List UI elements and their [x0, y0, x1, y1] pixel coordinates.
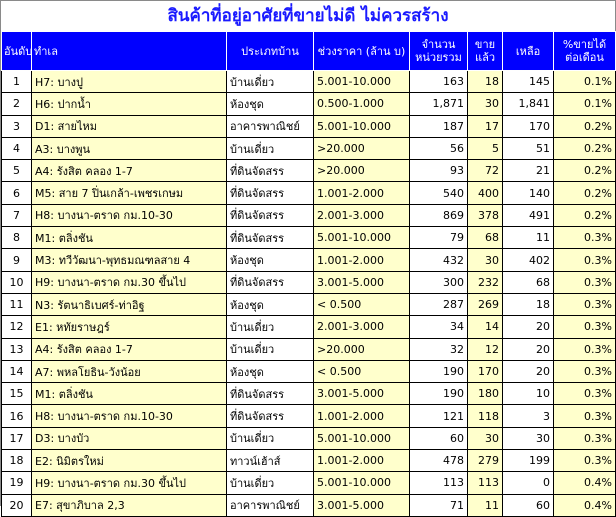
cell-sold[interactable]: 18: [468, 71, 503, 93]
cell-price[interactable]: >20.000: [314, 137, 410, 159]
table-row: [2, 71, 616, 93]
cell-location[interactable]: H7: บางปู: [32, 71, 227, 93]
cell-type[interactable]: บ้านเดี่ยว: [227, 137, 314, 159]
cell-total[interactable]: 300: [410, 271, 468, 293]
header-total-line2: หน่วยรวม: [415, 51, 462, 64]
table-row: [2, 338, 616, 360]
cell-rate[interactable]: 0.3%: [554, 383, 616, 405]
cell-remaining[interactable]: 18: [503, 293, 554, 315]
table-row: [2, 182, 616, 204]
cell-rate[interactable]: 0.3%: [554, 271, 616, 293]
cell-type[interactable]: ที่ดินจัดสรร: [227, 405, 314, 427]
cell-total[interactable]: 93: [410, 160, 468, 182]
table-row: [2, 405, 616, 427]
cell-price[interactable]: 3.001-5.000: [314, 271, 410, 293]
cell-rate[interactable]: 0.2%: [554, 182, 616, 204]
cell-sold[interactable]: 14: [468, 316, 503, 338]
cell-total[interactable]: 1,871: [410, 93, 468, 115]
cell-rank[interactable]: 1: [2, 71, 32, 93]
cell-remaining[interactable]: 1,841: [503, 93, 554, 115]
table-row: [2, 494, 616, 516]
table-body: [2, 71, 616, 517]
cell-sold[interactable]: 400: [468, 182, 503, 204]
cell-type[interactable]: ห้องชุด: [227, 360, 314, 382]
header-rate: [554, 32, 616, 71]
cell-rate[interactable]: 0.2%: [554, 137, 616, 159]
header-rate-line1: %ขายได้: [562, 38, 607, 51]
cell-rate[interactable]: 0.3%: [554, 360, 616, 382]
cell-rank[interactable]: 10: [2, 271, 32, 293]
cell-location[interactable]: H9: บางนา-ตราด กม.30 ขึ้นไป: [32, 271, 227, 293]
cell-type[interactable]: ที่ดินจัดสรร: [227, 182, 314, 204]
cell-rate[interactable]: 0.2%: [554, 115, 616, 137]
cell-total[interactable]: 113: [410, 472, 468, 494]
cell-total[interactable]: 190: [410, 383, 468, 405]
cell-total[interactable]: 287: [410, 293, 468, 315]
cell-remaining[interactable]: 170: [503, 115, 554, 137]
cell-type[interactable]: บ้านเดี่ยว: [227, 71, 314, 93]
cell-total[interactable]: 79: [410, 227, 468, 249]
header-location: ทำเล: [32, 32, 227, 71]
cell-type[interactable]: บ้านเดี่ยว: [227, 338, 314, 360]
cell-type[interactable]: อาคารพาณิชย์: [227, 494, 314, 516]
cell-type[interactable]: บ้านเดี่ยว: [227, 472, 314, 494]
cell-remaining[interactable]: 30: [503, 427, 554, 449]
header-sold-line2: แล้ว: [474, 51, 495, 64]
table-row: [2, 115, 616, 137]
cell-price[interactable]: 0.500-1.000: [314, 93, 410, 115]
cell-price[interactable]: >20.000: [314, 338, 410, 360]
cell-remaining[interactable]: 11: [503, 227, 554, 249]
housing-table: [1, 31, 616, 517]
cell-sold[interactable]: 12: [468, 338, 503, 360]
cell-remaining[interactable]: 140: [503, 182, 554, 204]
cell-total[interactable]: 869: [410, 204, 468, 226]
cell-type[interactable]: ห้องชุด: [227, 249, 314, 271]
cell-total[interactable]: 34: [410, 316, 468, 338]
cell-type[interactable]: ที่ดินจัดสรร: [227, 227, 314, 249]
cell-price[interactable]: 1.001-2.000: [314, 450, 410, 472]
cell-rank[interactable]: 6: [2, 182, 32, 204]
cell-sold[interactable]: 232: [468, 271, 503, 293]
cell-rank[interactable]: 20: [2, 494, 32, 516]
table-row: [2, 93, 616, 115]
table-row: [2, 249, 616, 271]
cell-total[interactable]: 432: [410, 249, 468, 271]
cell-price[interactable]: 1.001-2.000: [314, 405, 410, 427]
cell-rank[interactable]: 4: [2, 137, 32, 159]
cell-rate[interactable]: 0.3%: [554, 450, 616, 472]
cell-rank[interactable]: 18: [2, 450, 32, 472]
cell-sold[interactable]: 30: [468, 427, 503, 449]
cell-total[interactable]: 163: [410, 71, 468, 93]
cell-rank[interactable]: 14: [2, 360, 32, 382]
cell-rate[interactable]: 0.3%: [554, 427, 616, 449]
page-title: สินค้าที่อยู่อาศัยที่ขายไม่ดี ไม่ควรสร้าง: [167, 6, 449, 26]
table-row: [2, 271, 616, 293]
header-remaining: เหลือ: [503, 32, 554, 71]
cell-rank[interactable]: 17: [2, 427, 32, 449]
cell-location[interactable]: E2: นิมิตรใหม่: [32, 450, 227, 472]
table-row: [2, 227, 616, 249]
cell-rank[interactable]: 11: [2, 293, 32, 315]
cell-type[interactable]: บ้านเดี่ยว: [227, 427, 314, 449]
cell-remaining[interactable]: 199: [503, 450, 554, 472]
cell-type[interactable]: ทาวน์เฮ้าส์: [227, 450, 314, 472]
cell-remaining[interactable]: 20: [503, 360, 554, 382]
cell-price[interactable]: 3.001-5.000: [314, 383, 410, 405]
cell-total[interactable]: 187: [410, 115, 468, 137]
cell-location[interactable]: H6: ปากน้ำ: [32, 93, 227, 115]
cell-remaining[interactable]: 20: [503, 316, 554, 338]
cell-rate[interactable]: 0.4%: [554, 494, 616, 516]
cell-rate[interactable]: 0.3%: [554, 249, 616, 271]
cell-price[interactable]: 5.001-10.000: [314, 427, 410, 449]
cell-remaining[interactable]: 21: [503, 160, 554, 182]
cell-sold[interactable]: 118: [468, 405, 503, 427]
cell-rank[interactable]: 2: [2, 93, 32, 115]
cell-remaining[interactable]: 20: [503, 338, 554, 360]
cell-sold[interactable]: 113: [468, 472, 503, 494]
cell-sold[interactable]: 5: [468, 137, 503, 159]
cell-type[interactable]: ที่ดินจัดสรร: [227, 383, 314, 405]
cell-remaining[interactable]: 3: [503, 405, 554, 427]
cell-sold[interactable]: 30: [468, 249, 503, 271]
cell-remaining[interactable]: 10: [503, 383, 554, 405]
cell-rate[interactable]: 0.2%: [554, 160, 616, 182]
cell-rate[interactable]: 0.3%: [554, 316, 616, 338]
table-row: [2, 204, 616, 226]
cell-price[interactable]: 2.001-3.000: [314, 204, 410, 226]
header-row: [2, 32, 616, 71]
cell-sold[interactable]: 17: [468, 115, 503, 137]
cell-price[interactable]: 1.001-2.000: [314, 249, 410, 271]
cell-rate[interactable]: 0.3%: [554, 293, 616, 315]
cell-rate[interactable]: 0.4%: [554, 472, 616, 494]
cell-total[interactable]: 71: [410, 494, 468, 516]
cell-total[interactable]: 56: [410, 137, 468, 159]
cell-rate[interactable]: 0.3%: [554, 338, 616, 360]
header-total-line1: จำนวน: [421, 38, 456, 51]
cell-price[interactable]: 5.001-10.000: [314, 472, 410, 494]
table-row: [2, 360, 616, 382]
cell-location[interactable]: A3: บางพูน: [32, 137, 227, 159]
cell-rate[interactable]: 0.2%: [554, 204, 616, 226]
cell-type[interactable]: ห้องชุด: [227, 93, 314, 115]
cell-rate[interactable]: 0.1%: [554, 71, 616, 93]
cell-location[interactable]: H9: บางนา-ตราด กม.30 ขึ้นไป: [32, 472, 227, 494]
cell-location[interactable]: M1: ตลิ่งชัน: [32, 227, 227, 249]
cell-rank[interactable]: 13: [2, 338, 32, 360]
cell-location[interactable]: N3: รัตนาธิเบศร์-ท่าอิฐ: [32, 293, 227, 315]
cell-remaining[interactable]: 68: [503, 271, 554, 293]
cell-rank[interactable]: 16: [2, 405, 32, 427]
cell-location[interactable]: D3: บางบัว: [32, 427, 227, 449]
cell-price[interactable]: 5.001-10.000: [314, 71, 410, 93]
cell-type[interactable]: ห้องชุด: [227, 293, 314, 315]
cell-remaining[interactable]: 0: [503, 472, 554, 494]
cell-price[interactable]: 5.001-10.000: [314, 227, 410, 249]
cell-rank[interactable]: 15: [2, 383, 32, 405]
cell-sold[interactable]: 378: [468, 204, 503, 226]
cell-rank[interactable]: 7: [2, 204, 32, 226]
cell-price[interactable]: 5.001-10.000: [314, 115, 410, 137]
cell-rank[interactable]: 8: [2, 227, 32, 249]
cell-remaining[interactable]: 491: [503, 204, 554, 226]
cell-location[interactable]: M5: สาย 7 ปิ่นเกล้า-เพชรเกษม: [32, 182, 227, 204]
cell-sold[interactable]: 170: [468, 360, 503, 382]
header-rate-line2: ต่อเดือน: [565, 51, 604, 64]
cell-remaining[interactable]: 60: [503, 494, 554, 516]
cell-rank[interactable]: 5: [2, 160, 32, 182]
cell-rate[interactable]: 0.1%: [554, 93, 616, 115]
table-row: [2, 472, 616, 494]
cell-remaining[interactable]: 51: [503, 137, 554, 159]
cell-location[interactable]: E7: สุขาภิบาล 2,3: [32, 494, 227, 516]
cell-location[interactable]: M3: ทวีวัฒนา-พุทธมณฑลสาย 4: [32, 249, 227, 271]
cell-location[interactable]: H8: บางนา-ตราด กม.10-30: [32, 204, 227, 226]
header-sold: [468, 32, 503, 71]
table-row: [2, 293, 616, 315]
cell-remaining[interactable]: 402: [503, 249, 554, 271]
cell-price[interactable]: < 0.500: [314, 293, 410, 315]
header-sold-line1: ขาย: [474, 38, 496, 51]
cell-total[interactable]: 32: [410, 338, 468, 360]
header-rank: อันดับ: [2, 32, 32, 71]
cell-location[interactable]: H8: บางนา-ตราด กม.10-30: [32, 405, 227, 427]
table-row: [2, 383, 616, 405]
cell-rank[interactable]: 12: [2, 316, 32, 338]
cell-remaining[interactable]: 145: [503, 71, 554, 93]
cell-location[interactable]: M1: ตลิ่งชัน: [32, 383, 227, 405]
cell-rate[interactable]: 0.3%: [554, 405, 616, 427]
cell-sold[interactable]: 180: [468, 383, 503, 405]
cell-price[interactable]: < 0.500: [314, 360, 410, 382]
cell-type[interactable]: บ้านเดี่ยว: [227, 316, 314, 338]
cell-total[interactable]: 121: [410, 405, 468, 427]
header-type: ประเภทบ้าน: [227, 32, 314, 71]
table-row: [2, 450, 616, 472]
cell-price[interactable]: 3.001-5.000: [314, 494, 410, 516]
cell-sold[interactable]: 11: [468, 494, 503, 516]
cell-sold[interactable]: 279: [468, 450, 503, 472]
cell-type[interactable]: ที่ดินจัดสรร: [227, 271, 314, 293]
cell-total[interactable]: 540: [410, 182, 468, 204]
cell-rank[interactable]: 19: [2, 472, 32, 494]
header-price: ช่วงราคา (ล้าน บ): [314, 32, 410, 71]
cell-type[interactable]: อาคารพาณิชย์: [227, 115, 314, 137]
table-row: [2, 427, 616, 449]
cell-location[interactable]: A4: รังสิต คลอง 1-7: [32, 338, 227, 360]
cell-location[interactable]: D1: สายไหม: [32, 115, 227, 137]
cell-price[interactable]: 1.001-2.000: [314, 182, 410, 204]
cell-rank[interactable]: 3: [2, 115, 32, 137]
cell-price[interactable]: >20.000: [314, 160, 410, 182]
table-row: [2, 316, 616, 338]
cell-sold[interactable]: 68: [468, 227, 503, 249]
cell-sold[interactable]: 72: [468, 160, 503, 182]
table-row: [2, 137, 616, 159]
cell-type[interactable]: ที่ดินจัดสรร: [227, 160, 314, 182]
cell-total[interactable]: 478: [410, 450, 468, 472]
cell-sold[interactable]: 269: [468, 293, 503, 315]
cell-location[interactable]: A4: รังสิต คลอง 1-7: [32, 160, 227, 182]
cell-price[interactable]: 2.001-3.000: [314, 316, 410, 338]
cell-location[interactable]: A7: พหลโยธิน-วังน้อย: [32, 360, 227, 382]
cell-total[interactable]: 60: [410, 427, 468, 449]
cell-location[interactable]: E1: หทัยราษฎร์: [32, 316, 227, 338]
cell-rate[interactable]: 0.3%: [554, 227, 616, 249]
table-row: [2, 160, 616, 182]
header-total: [410, 32, 468, 71]
cell-sold[interactable]: 30: [468, 93, 503, 115]
cell-type[interactable]: ที่ดินจัดสรร: [227, 204, 314, 226]
cell-total[interactable]: 190: [410, 360, 468, 382]
cell-rank[interactable]: 9: [2, 249, 32, 271]
